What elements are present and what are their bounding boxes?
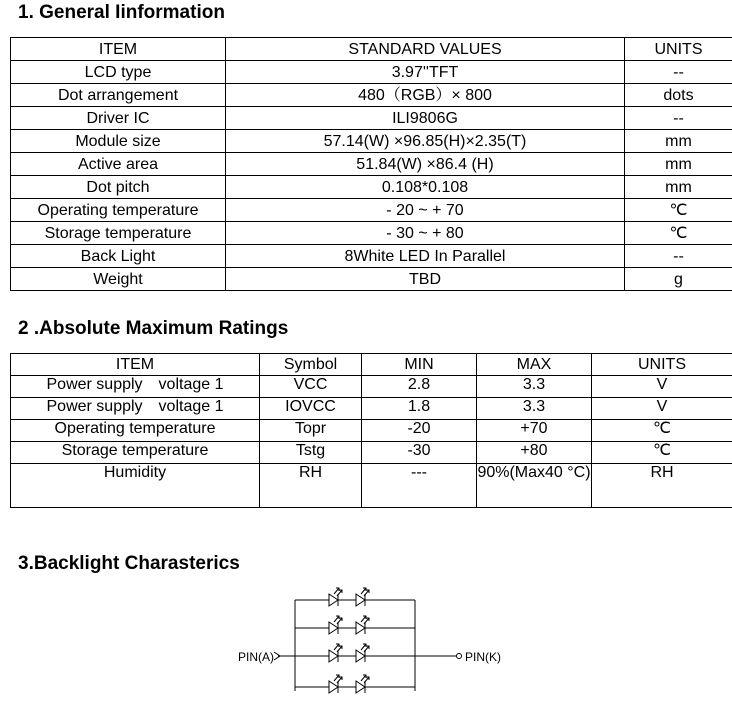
symbol-cell: Topr bbox=[260, 420, 362, 442]
value-cell: - 30 ~ + 80 bbox=[226, 222, 625, 245]
item-cell: Storage temperature bbox=[11, 442, 260, 464]
unit-cell: -- bbox=[625, 107, 732, 130]
backlight-circuit-diagram bbox=[230, 583, 530, 701]
table-row bbox=[11, 84, 732, 107]
table-row bbox=[11, 176, 732, 199]
led-layer bbox=[274, 588, 369, 693]
led-icon bbox=[329, 616, 342, 634]
item-cell: Dot arrangement bbox=[11, 84, 226, 107]
item-cell: Humidity bbox=[11, 464, 260, 508]
table-row bbox=[11, 442, 732, 464]
section2-title: 2 .Absolute Maximum Ratings bbox=[18, 318, 289, 339]
unit-cell: mm bbox=[625, 130, 732, 153]
item-cell: Power supply voltage 1 bbox=[11, 398, 260, 420]
general-information-table bbox=[10, 37, 732, 291]
header-units: UNITS bbox=[625, 38, 732, 61]
header-max: MAX bbox=[477, 354, 592, 376]
header-symbol: Symbol bbox=[260, 354, 362, 376]
header-item: ITEM bbox=[11, 354, 260, 376]
item-cell: Storage temperature bbox=[11, 222, 226, 245]
unit-cell: g bbox=[625, 268, 732, 291]
item-cell: Module size bbox=[11, 130, 226, 153]
header-item: ITEM bbox=[11, 38, 226, 61]
led-icon bbox=[356, 675, 369, 693]
symbol-cell: VCC bbox=[260, 376, 362, 398]
max-cell: 3.3 bbox=[477, 376, 592, 398]
table-row bbox=[11, 130, 732, 153]
unit-cell: ℃ bbox=[592, 442, 732, 464]
circuit-wires bbox=[278, 600, 462, 691]
unit-cell: dots bbox=[625, 84, 732, 107]
unit-cell: ℃ bbox=[625, 222, 732, 245]
header-min: MIN bbox=[362, 354, 477, 376]
table-row bbox=[11, 222, 732, 245]
arrow-right-icon bbox=[274, 652, 280, 660]
symbol-cell: RH bbox=[260, 464, 362, 508]
min-cell: 2.8 bbox=[362, 376, 477, 398]
item-cell: Weight bbox=[11, 268, 226, 291]
unit-cell: ℃ bbox=[592, 420, 732, 442]
item-cell: Operating temperature bbox=[11, 420, 260, 442]
absolute-maximum-ratings-table bbox=[10, 353, 732, 508]
item-cell: Power supply voltage 1 bbox=[11, 376, 260, 398]
unit-cell: V bbox=[592, 398, 732, 420]
min-cell: 1.8 bbox=[362, 398, 477, 420]
unit-cell: RH bbox=[592, 464, 732, 508]
section3-title: 3.Backlight Charasterics bbox=[18, 553, 240, 574]
table-row bbox=[11, 153, 732, 176]
value-cell: TBD bbox=[226, 268, 625, 291]
min-cell: -20 bbox=[362, 420, 477, 442]
unit-cell: mm bbox=[625, 176, 732, 199]
header-standard-values: STANDARD VALUES bbox=[226, 38, 625, 61]
value-cell: 0.108*0.108 bbox=[226, 176, 625, 199]
max-cell: 3.3 bbox=[477, 398, 592, 420]
value-cell: 51.84(W) ×86.4 (H) bbox=[226, 153, 625, 176]
header-units: UNITS bbox=[592, 354, 732, 376]
item-cell: Back Light bbox=[11, 245, 226, 268]
item-cell: Driver IC bbox=[11, 107, 226, 130]
led-icon bbox=[329, 675, 342, 693]
unit-cell: mm bbox=[625, 153, 732, 176]
max-cell: 90%(Max40 °C) bbox=[477, 464, 592, 508]
item-cell: Operating temperature bbox=[11, 199, 226, 222]
table-row bbox=[11, 199, 732, 222]
value-cell: 3.97''TFT bbox=[226, 61, 625, 84]
value-cell: ILI9806G bbox=[226, 107, 625, 130]
unit-cell: -- bbox=[625, 245, 732, 268]
pin-a-label: PIN(A) bbox=[238, 650, 274, 664]
led-icon bbox=[356, 588, 369, 606]
table-row bbox=[11, 420, 732, 442]
table-header-row bbox=[11, 38, 732, 61]
min-cell: -30 bbox=[362, 442, 477, 464]
table-row bbox=[11, 464, 732, 508]
min-cell: --- bbox=[362, 464, 477, 508]
value-cell: 480（RGB）× 800 bbox=[226, 84, 625, 107]
led-icon bbox=[329, 588, 342, 606]
unit-cell: -- bbox=[625, 61, 732, 84]
led-icon bbox=[356, 616, 369, 634]
table-header-row bbox=[11, 354, 732, 376]
pin-k-label: PIN(K) bbox=[465, 650, 501, 664]
max-cell: +70 bbox=[477, 420, 592, 442]
item-cell: LCD type bbox=[11, 61, 226, 84]
table-row bbox=[11, 398, 732, 420]
unit-cell: ℃ bbox=[625, 199, 732, 222]
symbol-cell: Tstg bbox=[260, 442, 362, 464]
led-icon bbox=[356, 644, 369, 662]
value-cell: 57.14(W) ×96.85(H)×2.35(T) bbox=[226, 130, 625, 153]
table-row bbox=[11, 245, 732, 268]
item-cell: Active area bbox=[11, 153, 226, 176]
section1-title: 1. General Iinformation bbox=[18, 2, 225, 23]
max-cell: +80 bbox=[477, 442, 592, 464]
table-row bbox=[11, 107, 732, 130]
table-row bbox=[11, 376, 732, 398]
value-cell: - 20 ~ + 70 bbox=[226, 199, 625, 222]
item-cell: Dot pitch bbox=[11, 176, 226, 199]
table-row bbox=[11, 268, 732, 291]
table-row bbox=[11, 61, 732, 84]
symbol-cell: IOVCC bbox=[260, 398, 362, 420]
value-cell: 8White LED In Parallel bbox=[226, 245, 625, 268]
led-icon bbox=[329, 644, 342, 662]
unit-cell: V bbox=[592, 376, 732, 398]
